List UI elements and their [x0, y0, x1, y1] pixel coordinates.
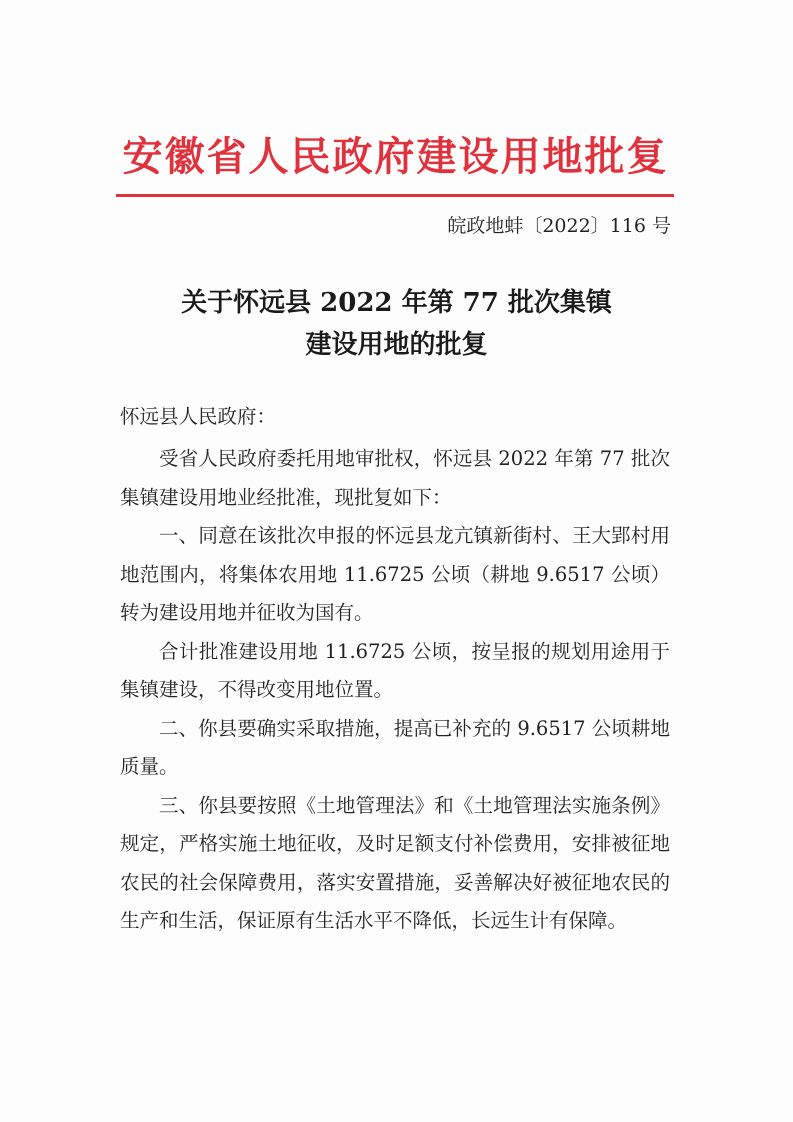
paragraph-intro: 受省人民政府委托用地审批权，怀远县 2022 年第 77 批次集镇建设用地业经批准，现批复如下：: [120, 447, 670, 509]
addressee: 怀远县人民政府：: [120, 405, 277, 428]
paragraph-total: 合计批准建设用地 11.6725 公顷，按呈报的规划用途用于集镇建设，不得改变用地位置。: [120, 639, 670, 701]
title-line-2: 建设用地的批复: [305, 330, 488, 360]
body-text: [120, 440, 670, 941]
document-title: [110, 282, 683, 366]
paragraph-item-3: 三、你县要按照《土地管理法》和《土地管理法实施条例》规定，严格实施土地征收，及时足额支付补偿费用，安排被征地农民的社会保障费用，落实安置措施，妥善解决好被征地农民的生产和生活，保证原有生活水平不降低，长远生计有保障。: [120, 793, 670, 932]
issuer-red-header: 安徽省人民政府建设用地批复: [122, 133, 669, 180]
document-number: 皖政地蚌〔2022〕116 号: [447, 215, 671, 237]
paragraph-item-1: 一、同意在该批次申报的怀远县龙亢镇新街村、王大郢村用地范围内，将集体农用地 11.6725 公顷（耕地 9.6517 公顷）转为建设用地并征收为国有。: [120, 524, 670, 624]
red-divider-line: [116, 194, 674, 197]
paragraph-item-2: 二、你县要确实采取措施，提高已补充的 9.6517 公顷耕地质量。: [120, 716, 670, 778]
title-line-1: 关于怀远县 2022 年第 77 批次集镇: [181, 288, 612, 318]
